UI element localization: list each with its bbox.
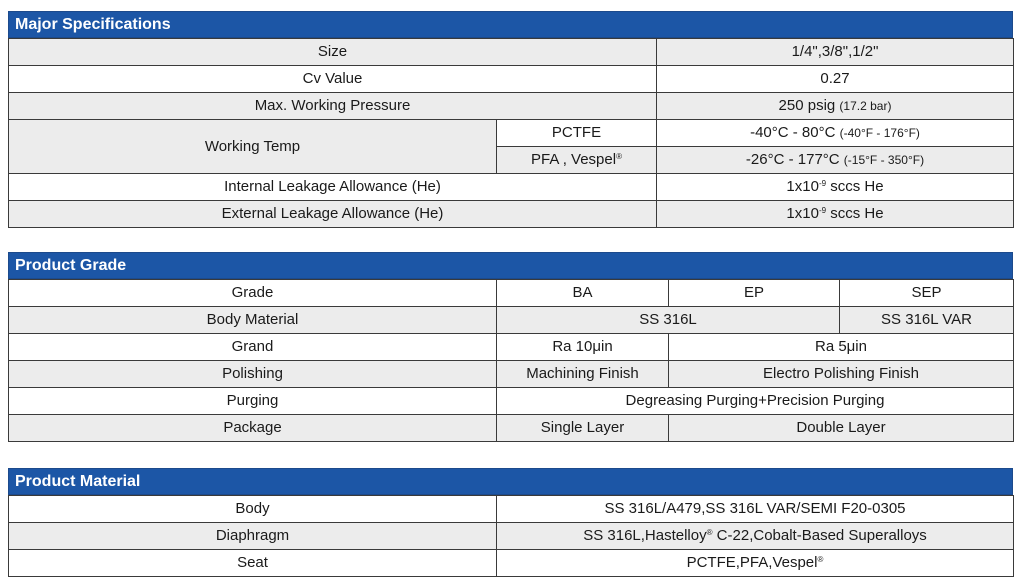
diaphragm-pre: SS 316L,Hastelloy [583,527,707,544]
package-label: Package [9,415,497,442]
internal-unit: sccs He [826,178,884,195]
table-row [9,334,1014,361]
size-value: 1/4",3/8",1/2" [657,39,1014,66]
temp-pctfe-c: -40°C - 80°C [750,124,836,141]
grand-label: Grand [9,334,497,361]
external-base: 1x10 [786,205,819,222]
temp-pctfe-label: PCTFE [497,120,657,147]
temp-pfa-c: -26°C - 177°C [745,151,840,168]
polishing-ep: Electro Polishing Finish [669,361,1014,388]
temp-pfa-value [657,147,1014,174]
grade-ep: EP [669,280,840,307]
table-row [9,66,1014,93]
pressure-value [657,93,1014,120]
grade-ba: BA [497,280,669,307]
table-row [9,280,1014,307]
purging-label: Purging [9,388,497,415]
cv-label: Cv Value [9,66,657,93]
internal-leak-label: Internal Leakage Allowance (He) [9,174,657,201]
internal-leak-value [657,174,1014,201]
body-material-ss316l: SS 316L [497,307,840,334]
table-row [9,93,1014,120]
section-header: Product Grade [8,252,1013,279]
diaphragm-label: Diaphragm [9,523,497,550]
internal-base: 1x10 [786,178,819,195]
section-header: Product Material [8,468,1013,495]
internal-exponent: -9 [818,179,827,188]
registered-mark: ® [706,528,713,537]
table-row [9,415,1014,442]
seat-text: PCTFE,PFA,Vespel [686,554,818,571]
temp-pfa-text: PFA , Vespel [531,151,617,168]
body-material-label: Body Material [9,307,497,334]
table-row [9,523,1014,550]
size-label: Size [9,39,657,66]
table-row [9,361,1014,388]
table-row [9,201,1014,228]
temp-label: Working Temp [9,120,497,174]
specs-table [8,38,1014,228]
grand-ep: Ra 5μin [669,334,1014,361]
temp-pfa-label [497,147,657,174]
table-row [9,388,1014,415]
grade-sep: SEP [840,280,1014,307]
pressure-psig: 250 psig [778,97,836,114]
table-row [9,39,1014,66]
registered-mark: ® [817,555,824,564]
table-row [9,307,1014,334]
table-row [9,174,1014,201]
section-header: Major Specifications [8,11,1013,38]
external-leak-label: External Leakage Allowance (He) [9,201,657,228]
registered-mark: ® [616,152,622,161]
external-exponent: -9 [818,206,827,215]
temp-pctfe-f: (-40°F - 176°F) [839,126,920,140]
grade-label: Grade [9,280,497,307]
external-unit: sccs He [826,205,884,222]
polishing-ba: Machining Finish [497,361,669,388]
external-leak-value [657,201,1014,228]
body-label: Body [9,496,497,523]
polishing-label: Polishing [9,361,497,388]
table-row [9,120,1014,147]
temp-pfa-f: (-15°F - 350°F) [843,153,925,167]
product-grade-section [8,252,1013,442]
purging-value: Degreasing Purging+Precision Purging [497,388,1014,415]
grade-table [8,279,1014,442]
diaphragm-value [497,523,1014,550]
seat-value [497,550,1014,577]
pressure-label: Max. Working Pressure [9,93,657,120]
product-material-section [8,468,1013,577]
grand-ba: Ra 10μin [497,334,669,361]
table-row [9,550,1014,577]
temp-pctfe-value [657,120,1014,147]
major-specifications-section [8,11,1013,228]
material-table [8,495,1014,577]
table-row [9,496,1014,523]
package-ep: Double Layer [669,415,1014,442]
pressure-bar: (17.2 bar) [839,99,892,113]
package-ba: Single Layer [497,415,669,442]
body-material-var: SS 316L VAR [840,307,1014,334]
diaphragm-post: C-22,Cobalt-Based Superalloys [712,527,927,544]
seat-label: Seat [9,550,497,577]
body-value: SS 316L/A479,SS 316L VAR/SEMI F20-0305 [497,496,1014,523]
cv-value: 0.27 [657,66,1014,93]
